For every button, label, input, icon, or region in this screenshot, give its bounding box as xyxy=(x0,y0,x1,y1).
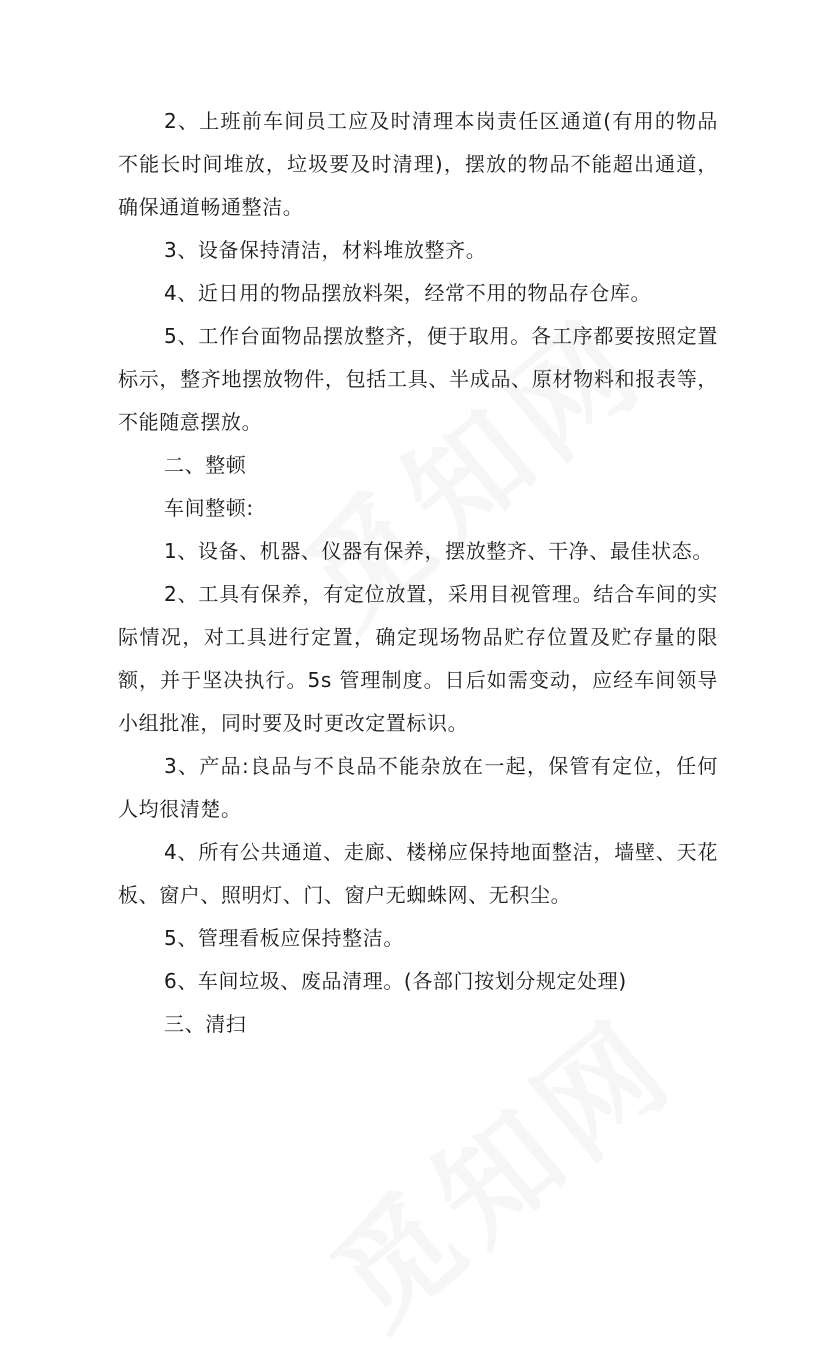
section-heading-zhengdun: 二、整顿 xyxy=(164,453,247,477)
paragraph-zhengdun-6: 6、车间垃圾、废品清理。(各部门按划分规定处理) xyxy=(164,969,627,993)
paragraph-item-3: 3、设备保持清洁，材料堆放整齐。 xyxy=(164,238,487,262)
paragraph-zhengdun-1: 1、设备、机器、仪器有保养，摆放整齐、干净、最佳状态。 xyxy=(164,539,713,563)
section-heading-qingsao: 三、清扫 xyxy=(164,1012,247,1036)
paragraph-item-2: 2、上班前车间员工应及时清理本岗责任区通道(有用的物品不能长时间堆放，垃圾要及时清理)，摆放的物品不能超出通道，确保通道畅通整洁。 xyxy=(118,109,718,219)
paragraph-item-5: 5、工作台面物品摆放整齐，便于取用。各工序都要按照定置标示，整齐地摆放物件，包括工具、半成品、原材物料和报表等，不能随意摆放。 xyxy=(118,324,718,434)
paragraph-zhengdun-3: 3、产品:良品与不良品不能杂放在一起，保管有定位，任何人均很清楚。 xyxy=(118,754,718,821)
paragraph-item-4: 4、近日用的物品摆放料架，经常不用的物品存仓库。 xyxy=(164,281,652,305)
document-body xyxy=(118,100,718,1046)
paragraph-zhengdun-4: 4、所有公共通道、走廊、楼梯应保持地面整洁，墙壁、天花板、窗户、照明灯、门、窗户无蜘蛛网、无积尘。 xyxy=(118,840,718,907)
paragraph-zhengdun-5: 5、管理看板应保持整洁。 xyxy=(164,926,404,950)
paragraph-zhengdun-2: 2、工具有保养，有定位放置，采用目视管理。结合车间的实际情况，对工具进行定置，确定现场物品贮存位置及贮存量的限额，并于坚决执行。5s 管理制度。日后如需变动，应经车间领导小组批准，同时要及时更改定置标识。 xyxy=(118,582,718,735)
subheading-workshop-zhengdun: 车间整顿: xyxy=(164,496,254,520)
